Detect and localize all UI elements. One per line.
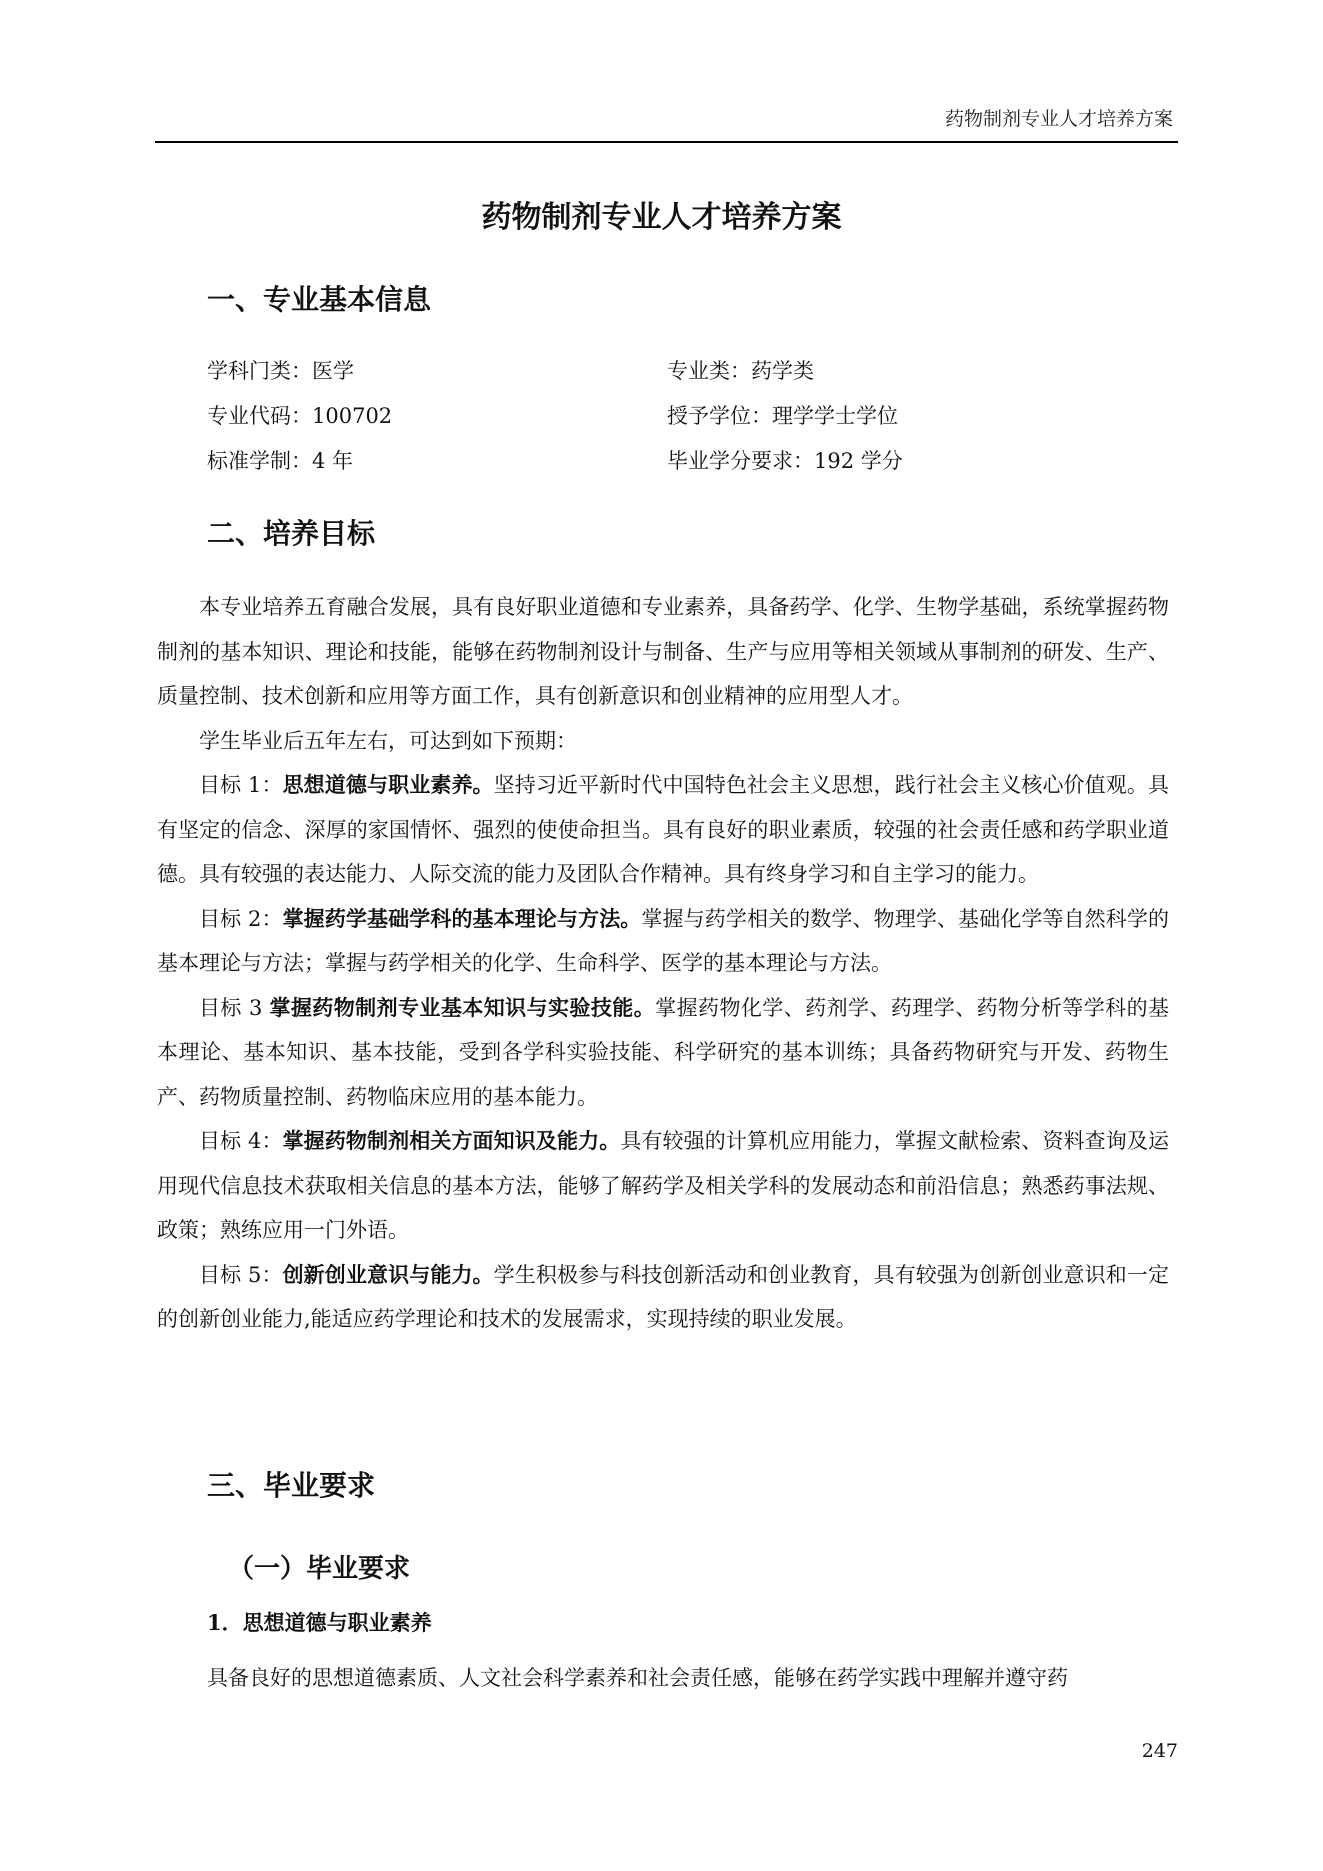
goal-title: 思想道德与职业素养。 xyxy=(282,772,494,797)
info-major-class: 专业类：药学类 xyxy=(667,359,814,383)
goal-title: 掌握药物制剂专业基本知识与实验技能。 xyxy=(269,994,656,1020)
goal-item xyxy=(157,897,1169,986)
requirement-text: 具备良好的思想道德素质、人文社会科学素养和社会责任感，能够在药学实践中理解并遵守药 xyxy=(207,1666,1068,1690)
goal-prefix: 目标 3 xyxy=(199,995,270,1020)
document-title: 药物制剂专业人才培养方案 xyxy=(481,200,842,235)
basic-info-grid xyxy=(207,355,1027,477)
goal-title: 掌握药物制剂相关方面知识及能力。 xyxy=(282,1128,621,1153)
goal-title: 掌握药学基础学科的基本理论与方法。 xyxy=(282,905,642,931)
goal-prefix: 目标 1： xyxy=(199,773,283,797)
info-duration: 标准学制：4 年 xyxy=(207,449,354,473)
goal-text: 掌握药物化学、药剂学、药理学、药物分析等学科的基本理论、基本知识、基本技能，受到各学科实验技能、科学研究的基本训练；具备药物研究与开发、药物生产、药物质量控制、药物临床应用的基本能力。 xyxy=(157,995,1170,1109)
section-heading-graduation: 三、毕业要求 xyxy=(207,1469,376,1502)
info-major-code: 专业代码：100702 xyxy=(207,404,393,428)
objectives-intro: 本专业培养五育融合发展，具有良好职业道德和专业素养，具备药学、化学、生物学基础，系统掌握药物制剂的基本知识、理论和技能，能够在药物制剂设计与制备、生产与应用等相关领域从事制剂的研发、生产、质量控制、技术创新和应用等方面工作，具有创新意识和创业精神的应用型人才。 xyxy=(157,595,1169,708)
goal-text: 掌握与药学相关的数学、物理学、基础化学等自然科学的基本理论与方法；掌握与药学相关的化学、生命科学、医学的基本理论与方法。 xyxy=(157,906,1170,975)
goal-item xyxy=(157,763,1169,897)
goal-item xyxy=(157,1119,1169,1253)
goal-text: 坚持习近平新时代中国特色社会主义思想，践行社会主义核心价值观。具有坚定的信念、深厚的家国情怀、强烈的使使命担当。具有良好的职业素质，较强的社会责任感和药学职业道德。具有较强的表达能力、人际交流的能力及团队合作精神。具有终身学习和自主学习的能力。 xyxy=(157,773,1169,886)
info-credits: 毕业学分要求：192 学分 xyxy=(667,449,903,473)
requirement-body xyxy=(207,1662,1169,1694)
info-discipline: 学科门类：医学 xyxy=(207,359,354,383)
goal-item xyxy=(157,1253,1169,1342)
goal-prefix: 目标 2： xyxy=(199,906,283,931)
section-heading-objectives: 二、培养目标 xyxy=(207,517,376,550)
section-heading-basic-info: 一、专业基本信息 xyxy=(207,283,432,316)
goal-title: 创新创业意识与能力。 xyxy=(282,1261,494,1287)
goal-prefix: 目标 5： xyxy=(199,1262,283,1287)
requirement-heading: 1．思想道德与职业素养 xyxy=(207,1610,432,1635)
page-number: 247 xyxy=(1141,1740,1178,1762)
goal-item xyxy=(157,986,1169,1120)
goal-text: 具有较强的计算机应用能力，掌握文献检索、资料查询及运用现代信息技术获取相关信息的基本方法，能够了解药学及相关学科的发展动态和前沿信息；熟悉药事法规、政策；熟练应用一门外语。 xyxy=(157,1129,1170,1242)
info-degree: 授予学位：理学学士学位 xyxy=(667,404,898,428)
subsection-heading-graduation: （一）毕业要求 xyxy=(228,1554,411,1584)
running-header: 药物制剂专业人才培养方案 xyxy=(944,108,1173,130)
goal-prefix: 目标 4： xyxy=(199,1129,283,1153)
goal-text: 学生积极参与科技创新活动和创业教育，具有较强为创新创业意识和一定的创新创业能力,能适应药学理论和技术的发展需求，实现持续的职业发展。 xyxy=(157,1262,1169,1331)
objectives-body xyxy=(157,585,1169,1342)
objectives-expectation: 学生毕业后五年左右，可达到如下预期： xyxy=(199,728,577,753)
header-rule xyxy=(155,141,1178,143)
